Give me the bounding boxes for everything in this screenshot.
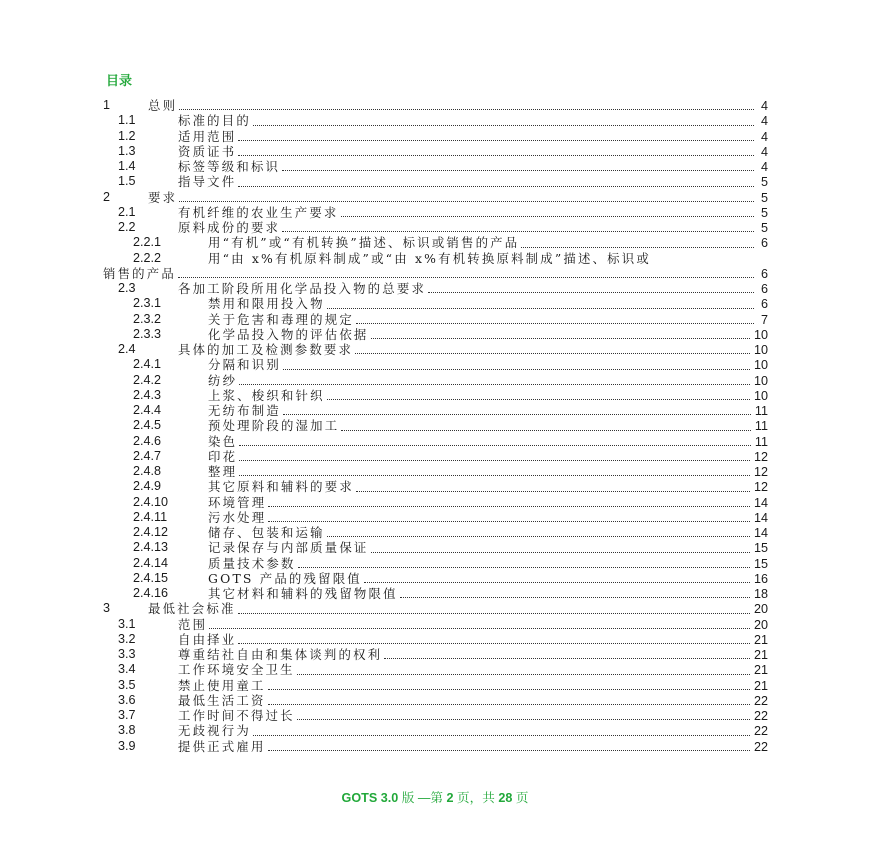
dot-leader xyxy=(282,169,754,171)
table-of-contents xyxy=(103,98,768,754)
toc-entry-number: 2.4.13 xyxy=(133,540,169,555)
toc-entry-page: 21 xyxy=(753,678,768,693)
toc-entry-number: 1.4 xyxy=(118,159,136,173)
toc-entry-title: 化学品投入物的评估依据 xyxy=(208,326,369,342)
toc-entry-title: 污水处理 xyxy=(208,509,267,525)
toc-entry-page: 12 xyxy=(753,480,768,495)
toc-entry-number: 3.1 xyxy=(118,616,136,631)
dot-leader xyxy=(283,413,751,415)
toc-entry-title: 适用范围 xyxy=(178,128,237,144)
toc-entry-page: 10 xyxy=(753,358,768,373)
toc-entry-title: 用“由 x%有机原料制成”或“由 x%有机转换原料制成”描述、标识或 xyxy=(208,250,651,266)
toc-entry-number: 2.3.1 xyxy=(133,296,162,311)
toc-entry-page: 5 xyxy=(760,190,768,205)
toc-entry-number: 2.4.5 xyxy=(133,418,162,433)
toc-entry-page: 22 xyxy=(753,709,768,723)
toc-entry-title: 整理 xyxy=(208,464,238,479)
toc-entry-title: 环境管理 xyxy=(208,494,267,510)
toc-entry-page: 4 xyxy=(760,144,768,159)
dot-leader xyxy=(178,276,754,278)
dot-leader xyxy=(268,520,750,522)
toc-entry-title: 预处理阶段的湿加工 xyxy=(208,418,340,434)
toc-entry-number: 2.1 xyxy=(118,204,136,219)
toc-entry-number: 2.4.9 xyxy=(133,479,162,494)
toc-entry-page: 21 xyxy=(753,663,768,678)
toc-entry-page: 20 xyxy=(753,602,768,617)
dot-leader xyxy=(327,398,750,400)
toc-entry-page: 5 xyxy=(760,205,768,220)
footer-version: GOTS 3.0 xyxy=(341,791,399,805)
toc-entry-number: 2.2.2 xyxy=(133,250,162,265)
dot-leader xyxy=(341,215,755,217)
toc-entry[interactable] xyxy=(103,723,768,738)
toc-entry-page: 11 xyxy=(754,419,768,434)
toc-entry-number: 2.4.11 xyxy=(133,509,168,524)
dot-leader xyxy=(356,322,754,324)
toc-entry[interactable] xyxy=(103,174,768,189)
toc-entry-title: 关于危害和毒理的规定 xyxy=(208,311,354,327)
dot-leader xyxy=(297,673,750,675)
toc-entry-number: 3.8 xyxy=(118,723,136,738)
toc-entry-number: 2.4.2 xyxy=(133,372,162,387)
toc-entry-title: 用“有机”或“有机转换”描述、标识或销售的产品 xyxy=(208,235,520,251)
dot-leader xyxy=(238,139,754,141)
toc-entry-number: 2.4.12 xyxy=(133,525,169,539)
toc-entry-number: 3.7 xyxy=(118,708,136,722)
toc-entry-page: 10 xyxy=(753,373,768,388)
toc-entry[interactable] xyxy=(103,220,768,235)
toc-entry-page: 21 xyxy=(753,648,768,662)
dot-leader xyxy=(238,154,754,156)
toc-entry-title: 最低生活工资 xyxy=(178,692,266,708)
toc-entry[interactable] xyxy=(103,235,768,250)
toc-entry-title: 分隔和识别 xyxy=(208,357,281,373)
footer-total-pages: 28 xyxy=(498,791,513,805)
dot-leader xyxy=(238,185,754,187)
toc-entry-title: 禁止使用童工 xyxy=(178,677,266,693)
toc-entry-title: 印花 xyxy=(208,448,238,464)
toc-entry-page: 5 xyxy=(760,175,768,190)
toc-entry-number: 2.4.6 xyxy=(133,433,162,448)
dot-leader xyxy=(341,429,751,431)
toc-entry-page: 4 xyxy=(760,160,768,174)
toc-entry-title: 工作环境安全卫生 xyxy=(178,662,295,678)
toc-entry-page: 10 xyxy=(753,343,768,357)
toc-entry-page: 22 xyxy=(753,724,768,739)
toc-entry-title: 禁用和限用投入物 xyxy=(208,296,325,312)
dot-leader xyxy=(253,734,750,736)
toc-entry[interactable] xyxy=(103,418,768,433)
dot-leader xyxy=(268,688,750,690)
toc-entry-title: 储存、包装和运输 xyxy=(208,525,325,540)
toc-entry-page: 18 xyxy=(753,587,768,601)
toc-entry[interactable] xyxy=(103,205,768,220)
footer-page-number: 2 xyxy=(446,791,454,805)
toc-entry[interactable] xyxy=(103,373,768,388)
toc-entry-title: 无歧视行为 xyxy=(178,723,251,739)
toc-entry-page: 11 xyxy=(754,434,768,449)
toc-entry[interactable] xyxy=(103,601,768,616)
toc-entry[interactable] xyxy=(103,693,768,708)
toc-entry-title: GOTS 产品的残留限值 xyxy=(208,570,362,586)
toc-entry-title: 纺纱 xyxy=(208,372,238,388)
dot-leader xyxy=(282,230,754,232)
toc-entry-number: 2.4.1 xyxy=(133,357,162,372)
toc-entry-number: 3.9 xyxy=(118,738,136,753)
toc-entry-title-continued: 销售的产品 xyxy=(103,265,176,281)
toc-entry-number: 1 xyxy=(103,98,111,112)
toc-entry[interactable] xyxy=(103,312,768,327)
toc-entry[interactable] xyxy=(103,357,768,372)
toc-entry-page: 15 xyxy=(753,556,768,571)
toc-entry[interactable] xyxy=(103,342,768,357)
toc-entry[interactable] xyxy=(103,662,768,677)
dot-leader xyxy=(371,551,750,553)
toc-entry-title: 标签等级和标识 xyxy=(178,159,281,174)
toc-entry-page: 22 xyxy=(753,693,768,708)
toc-entry-title: 指导文件 xyxy=(178,174,237,190)
toc-entry[interactable] xyxy=(103,281,768,296)
toc-entry-page: 6 xyxy=(760,282,768,296)
dot-leader xyxy=(238,642,750,644)
toc-entry[interactable] xyxy=(103,403,768,418)
toc-entry[interactable] xyxy=(103,388,768,403)
toc-entry-page: 6 xyxy=(760,297,768,312)
dot-leader xyxy=(268,505,750,507)
toc-entry-number: 3 xyxy=(103,601,111,616)
toc-entry[interactable] xyxy=(103,678,768,693)
footer-version-suffix: 版 —第 xyxy=(401,791,444,805)
toc-entry-number: 3.3 xyxy=(118,647,136,661)
toc-entry-number: 3.4 xyxy=(118,662,136,677)
dot-leader xyxy=(327,535,750,537)
toc-entry-title: 工作时间不得过长 xyxy=(178,708,295,723)
toc-entry-page: 10 xyxy=(753,388,768,403)
toc-entry-title: 自由择业 xyxy=(178,631,237,647)
toc-entry-page: 11 xyxy=(754,404,768,418)
toc-entry[interactable] xyxy=(103,571,768,586)
toc-entry[interactable] xyxy=(103,449,768,464)
toc-entry-page: 20 xyxy=(753,617,768,632)
toc-entry-title: 总则 xyxy=(148,98,178,113)
toc-entry-title: 无纺布制造 xyxy=(208,403,281,418)
toc-entry-title: 标准的目的 xyxy=(178,113,251,129)
dot-leader xyxy=(384,657,750,659)
toc-entry-number: 2.4.7 xyxy=(133,448,162,463)
toc-entry-page: 10 xyxy=(753,327,768,342)
toc-entry[interactable] xyxy=(103,739,768,754)
dot-leader xyxy=(268,703,750,705)
dot-leader xyxy=(371,337,750,339)
toc-entry-number: 2.4.8 xyxy=(133,464,162,478)
toc-entry[interactable] xyxy=(103,556,768,571)
toc-entry-title: 有机纤维的农业生产要求 xyxy=(178,204,339,220)
toc-entry-page: 14 xyxy=(753,526,768,540)
dot-leader xyxy=(238,612,750,614)
dot-leader xyxy=(283,368,750,370)
dot-leader xyxy=(239,459,750,461)
toc-entry-title: 尊重结社自由和集体谈判的权利 xyxy=(178,647,383,662)
toc-entry-title: 质量技术参数 xyxy=(208,555,296,571)
toc-entry-page: 7 xyxy=(760,312,768,327)
toc-entry-title: 原料成份的要求 xyxy=(178,220,281,235)
toc-entry[interactable] xyxy=(103,327,768,342)
toc-entry[interactable] xyxy=(103,632,768,647)
toc-entry-page: 16 xyxy=(753,571,768,586)
toc-entry-page: 5 xyxy=(760,221,768,235)
toc-entry-number: 3.5 xyxy=(118,677,136,692)
dot-leader xyxy=(179,200,754,202)
dot-leader xyxy=(356,490,750,492)
toc-entry-number: 2.4.3 xyxy=(133,387,162,402)
toc-entry-number: 3.2 xyxy=(118,631,136,646)
dot-leader xyxy=(521,246,754,248)
toc-entry-number: 1.2 xyxy=(118,128,136,143)
dot-leader xyxy=(327,307,754,309)
dot-leader xyxy=(268,749,750,751)
dot-leader xyxy=(179,108,754,110)
toc-entry-title: 其它材料和辅料的残留物限值 xyxy=(208,586,398,601)
toc-entry-number: 2.2.1 xyxy=(133,235,162,250)
toc-entry[interactable] xyxy=(103,113,768,128)
toc-entry-page: 22 xyxy=(753,739,768,754)
page-footer xyxy=(0,787,870,806)
toc-entry-number: 2.2 xyxy=(118,220,136,234)
toc-entry[interactable] xyxy=(103,495,768,510)
toc-entry-page: 4 xyxy=(760,129,768,144)
toc-entry[interactable] xyxy=(103,159,768,174)
toc-entry-number: 2.4.14 xyxy=(133,555,169,570)
footer-middle: 页，共 xyxy=(457,791,495,805)
toc-entry-number: 1.5 xyxy=(118,174,136,189)
toc-entry-number: 2.3 xyxy=(118,281,136,295)
toc-entry[interactable] xyxy=(103,586,768,601)
dot-leader xyxy=(355,352,750,354)
dot-leader xyxy=(239,474,750,476)
toc-entry[interactable] xyxy=(103,190,768,205)
toc-entry[interactable] xyxy=(103,540,768,555)
toc-entry-page: 4 xyxy=(760,114,768,129)
toc-entry-page: 4 xyxy=(760,99,768,113)
toc-heading: 目录 xyxy=(106,74,133,89)
toc-entry[interactable] xyxy=(103,434,768,449)
toc-entry-number: 2.4.16 xyxy=(133,586,169,600)
dot-leader xyxy=(209,627,750,629)
toc-entry[interactable] xyxy=(103,479,768,494)
toc-entry[interactable] xyxy=(103,251,768,282)
dot-leader xyxy=(297,718,750,720)
toc-entry-title: 资质证书 xyxy=(178,143,237,159)
toc-entry-number: 3.6 xyxy=(118,692,136,707)
toc-entry-title: 要求 xyxy=(148,189,178,205)
toc-entry-title: 最低社会标准 xyxy=(148,601,236,617)
toc-entry-number: 2.4 xyxy=(118,342,136,356)
toc-entry-number: 1.1 xyxy=(118,113,136,128)
dot-leader xyxy=(428,291,754,293)
toc-entry[interactable] xyxy=(103,98,768,113)
toc-entry-title: 具体的加工及检测参数要求 xyxy=(178,342,354,357)
toc-entry-page: 14 xyxy=(753,510,768,525)
toc-entry[interactable] xyxy=(103,296,768,311)
toc-entry-number: 1.3 xyxy=(118,143,136,158)
toc-entry-number: 2.3.2 xyxy=(133,311,162,326)
toc-entry[interactable] xyxy=(103,617,768,632)
dot-leader xyxy=(253,124,754,126)
dot-leader xyxy=(400,596,750,598)
toc-entry[interactable] xyxy=(103,464,768,479)
toc-entry-page: 6 xyxy=(760,266,768,281)
toc-entry-page: 15 xyxy=(753,541,768,556)
toc-entry-number: 2.4.10 xyxy=(133,494,169,509)
dot-leader xyxy=(364,581,750,583)
toc-entry-page: 14 xyxy=(753,495,768,510)
toc-entry[interactable] xyxy=(103,129,768,144)
toc-entry[interactable] xyxy=(103,144,768,159)
toc-entry[interactable] xyxy=(103,510,768,525)
toc-entry-page: 21 xyxy=(753,632,768,647)
toc-entry-number: 2 xyxy=(103,189,111,204)
dot-leader xyxy=(298,566,750,568)
toc-entry-number: 2.4.15 xyxy=(133,570,169,585)
dot-leader xyxy=(239,383,750,385)
toc-entry[interactable] xyxy=(103,647,768,662)
toc-entry-page: 12 xyxy=(753,449,768,464)
toc-entry-number: 2.4.4 xyxy=(133,403,162,417)
footer-end: 页 xyxy=(515,791,529,805)
toc-entry[interactable] xyxy=(103,525,768,540)
dot-leader xyxy=(239,444,751,446)
toc-entry-title: 各加工阶段所用化学品投入物的总要求 xyxy=(178,281,427,296)
toc-entry-title: 提供正式雇用 xyxy=(178,738,266,754)
toc-entry-title: 染色 xyxy=(208,433,238,449)
toc-entry-title: 上浆、梭织和针织 xyxy=(208,387,325,403)
toc-entry-title: 范围 xyxy=(178,616,208,632)
toc-entry-page: 6 xyxy=(760,236,768,251)
toc-entry-title: 记录保存与内部质量保证 xyxy=(208,540,369,556)
toc-entry-title: 其它原料和辅料的要求 xyxy=(208,479,354,495)
toc-entry[interactable] xyxy=(103,708,768,723)
toc-entry-page: 12 xyxy=(753,465,768,479)
toc-entry-number: 2.3.3 xyxy=(133,326,162,341)
